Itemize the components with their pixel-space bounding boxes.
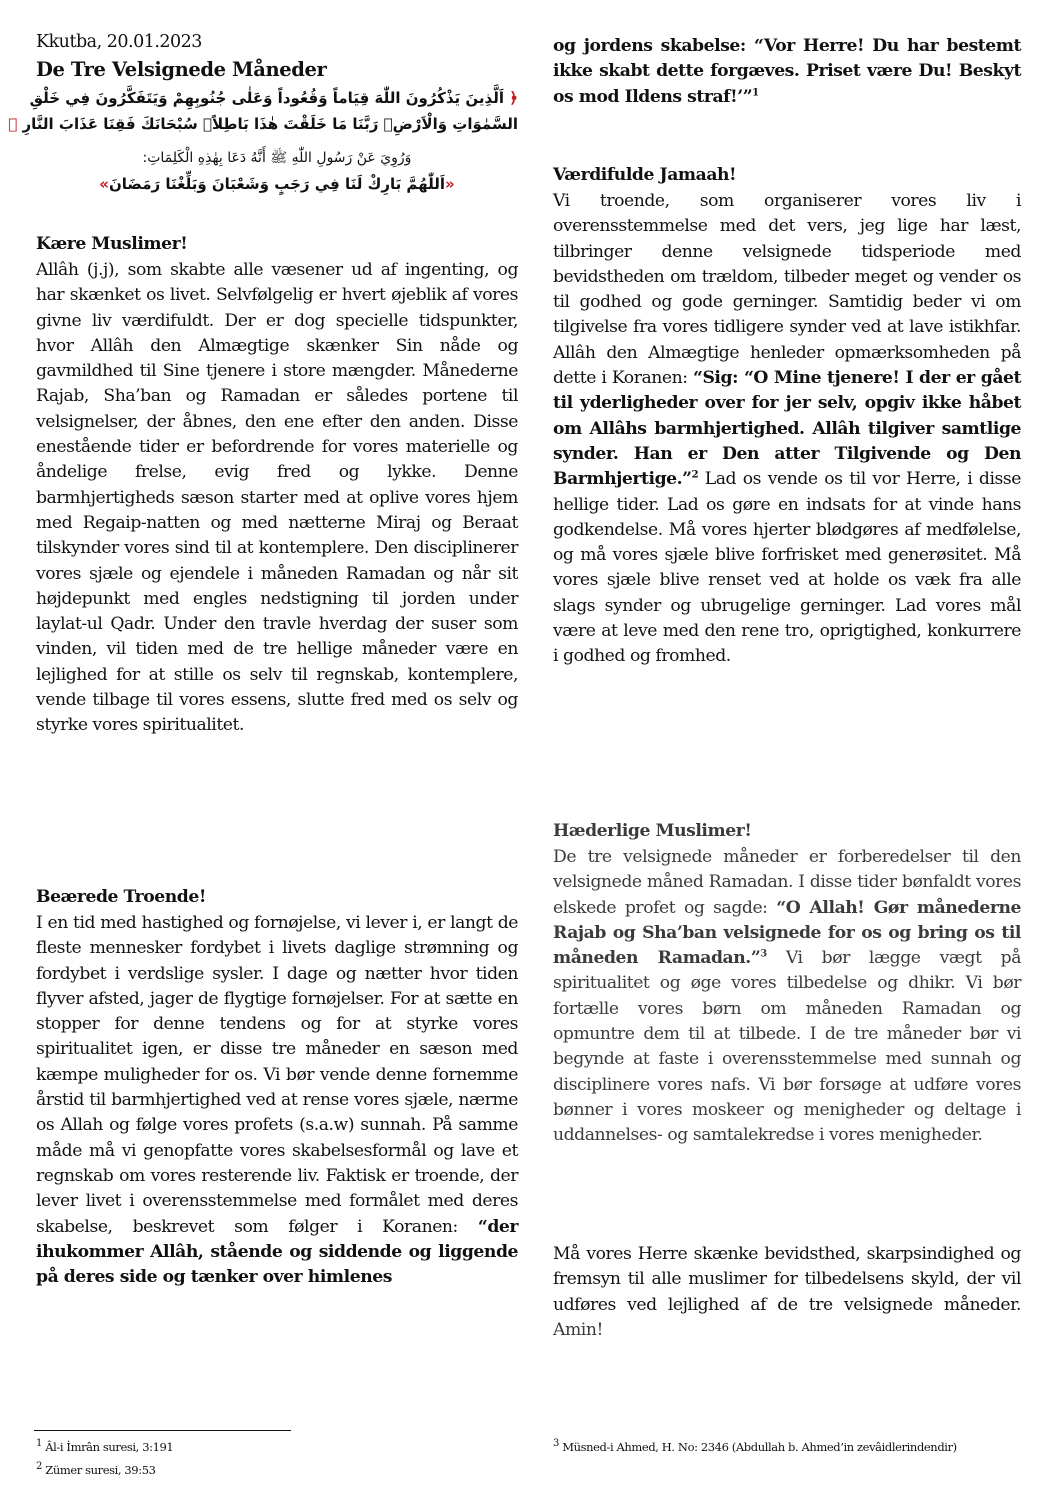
- dua-close-quote: »: [99, 175, 109, 193]
- dua-open-quote: «: [445, 175, 455, 193]
- footnote-number: 1: [36, 1438, 42, 1450]
- footnote-text: Müsned-i Ahmed, H. No: 2346 (Abdullah b. Ahmed’in zevâidlerindendir): [558, 1440, 957, 1454]
- footnote-2: [36, 1463, 156, 1477]
- arabic-verse-text-1: اَلَّذِينَ يَذْكُرُونَ اللّٰهَ قِيَاماً وَقُعُوداً وَعَلٰى جُنُوبِهِمْ وَيَتَفَكَّرُونَ فِي خَلْقِ: [29, 89, 504, 107]
- section-heading-kaere-muslimer: Kære Muslimer!: [36, 234, 188, 254]
- section-body-text-after: Lad os vende os til vor Herre, i disse hellige tider. Lad os gøre en indsats for at vinde hans godkendelse. Må vores hjerter blødgøres af medfølelse, og må vores sjæle blive forfrisket med generøsitet. Må vores sjæle blive renset ved at holde os væk fra alle slags synder og ubrugelige gerninger. Lad vores mål være at leve med den rene tro, oprigtighed, konkurrere i godhed og fromhed.: [553, 469, 1021, 667]
- section-body-kaere-muslimer: Allâh (j.j), som skabte alle væsener ud af ingenting, og har skænket os livet. Selvfølgelig er hvert øjeblik af vores givne liv værdifuldt. Der er dog specielle tidspunkter, hvor Allâh den Almægtige skænker Sin nåde og gavmildhed til Sine tjenere i store mængder. Månederne Rajab, Sha’ban og Ramadan er således portene til velsignelser, der åbnes, den ene efter den anden. Disse enestående tider er befordrende for vores materielle og åndelige frelse, evig fred og lykke. Denne barmhjertigheds sæson starter med at oplive vores hjem med Regaip-natten og med nætterne Miraj og Beraat tilskynder vores sind til at kontemplere. Den disciplinerer vores sjæle og ejendele i måneden Ramadan og når sit højdepunkt med engles nedstigning til jorden under laylat-ul Qadr. Under den travle hverdag der suser som vinden, vil tiden med de tre hellige måneder være en lejlighed for at stille os selv til regnskab, kontemplere, vende tilbage til vores essens, slutte fred med os selv og styrke vores spiritualitet.: [36, 260, 518, 736]
- section-body-text-after: Vi bør lægge vægt på spiritualitet og øge vores tilbedelse og dhikr. Vi bør fortælle vores børn om måneden Ramadan og opmuntre dem til at tilbede. I de tre måneder bør vi begynde at faste i overensstemmelse med sunnah og disciplinere vores nafs. Vi bør forsøge at udføre vores bønner i vores moskeer og menigheder og deltage i uddannelses- og samtalekredse i vores menigheder.: [553, 948, 1021, 1146]
- footnote-3: [553, 1440, 957, 1454]
- quote-continuation-text: og jordens skabelse: “Vor Herre! Du har bestemt ikke skabt dette forgæves. Priset være Du! Beskyt os mod Ildens straf!’”: [553, 36, 1021, 107]
- section-body-haederlige-muslimer: [553, 845, 1021, 1149]
- closing-text: Må vores Herre skænke bevidsthed, skarpsindighed og fremsyn til alle muslimer for tilbedelsens skyld, der vil udføres ved lejlighed af de tre velsignede måneder.: [553, 1244, 1021, 1315]
- quran-quote: “Sig: “O Mine tjenere! I der er gået til yderligheder over for jer selv, opgiv ikke håbet om Allâhs barmhjertighed. Allâh tilgiver samtlige synder. Han er Den atter Tilgivende og Den Barmhjertige.”: [553, 368, 1021, 490]
- hadith-quote: “O Allah! Gør månederne Rajab og Sha’ban velsignede for os og bring os til måneden Ramadan.”: [553, 897, 1021, 969]
- section-heading-haederlige-muslimer: Hæderlige Muslimer!: [553, 821, 752, 841]
- section-heading-baerede-troende: Beærede Troende!: [36, 887, 206, 907]
- footnote-ref-1[interactable]: 1: [752, 86, 759, 98]
- section-heading-vaerdifulde-jamaah: Værdifulde Jamaah!: [553, 165, 737, 185]
- footnote-text: Âl-i İmrân suresi, 3:191: [41, 1440, 174, 1454]
- verse-open-bracket: ﴿: [509, 89, 518, 107]
- arabic-narration-line: وَرُوِيَ عَنْ رَسُولِ اللّٰهِ ﷺ أَنَّهُ دَعَا بِهٰذِهِ الْكَلِمَاتِ:: [142, 150, 412, 166]
- footnote-text: Zümer suresi, 39:53: [41, 1463, 156, 1477]
- section-body-vaerdifulde-jamaah: [553, 189, 1021, 670]
- arabic-verse-line-1: [29, 86, 518, 110]
- footnote-ref-2[interactable]: 2: [691, 469, 699, 481]
- footnote-number: 2: [36, 1461, 42, 1473]
- date-line: Kkutba, 20.01.2023: [36, 32, 202, 52]
- section-body-text: I en tid med hastighed og fornøjelse, vi lever i, er langt de fleste mennesker fordybet i livets daglige strømning og fordybet i verdslige sysler. I dage og nætter hvor tiden flyver afsted, jager de flygtige fornøjelser. For at sætte en stopper for denne tendens og for at styrke vores spiritualitet igen, er disse tre måneder en sæson med kæmpe muligheder for os. Vi bør vende denne fornemme årstid til barmhjertighed ved at rense vores sjæle, nærme os Allah og følge vores profets (s.a.w) sunnah. På samme måde må vi genopfatte vores skabelsesformål og lave et regnskab om vores resterende liv. Faktisk er troende, der lever livet i overensstemmelse med formålet med deres skabelse, beskrevet som følger i Koranen:: [36, 913, 518, 1237]
- section-body-text: Vi troende, som organiserer vores liv i overensstemmelse med det vers, jeg lige har læst, tilbringer denne velsignede tidsperiode med bevidstheden om trældom, tilbeder meget og vender os til godhed og gode gerninger. Samtidig beder vi om tilgivelse fra vores tidligere synder ved at lave istikhfar. Allâh den Almægtige henleder opmærksomheden på dette i Koranen:: [553, 191, 1021, 389]
- footnote-divider: [34, 1430, 291, 1431]
- verse-close-bracket: ﴾: [8, 115, 18, 133]
- footnote-ref-3[interactable]: 3: [760, 948, 767, 960]
- arabic-dua-text: اَللّٰهُمَّ بَارِكْ لَنَا فِي رَجَبٍ وَشَعْبَانَ وَبَلِّغْنَا رَمَضَانَ: [108, 175, 445, 193]
- arabic-verse-line-2: [8, 112, 518, 136]
- closing-paragraph: [553, 1242, 1021, 1343]
- section-body-baerede-troende: [36, 911, 518, 1290]
- arabic-verse-text-2: السَّمٰوَاتِ وَالْاَرْضِۚ رَبَّنَا مَا خَلَقْتَ هٰذَا بَاطِلاًۚ سُبْحَانَكَ فَقِنَا عَذَابَ النَّارِ: [22, 115, 518, 133]
- arabic-dua-line: [36, 172, 518, 196]
- footnote-1: [36, 1440, 173, 1454]
- quran-quote-continuation: [553, 34, 1021, 110]
- section-body-text: De tre velsignede måneder er forberedelser til den velsignede måned Ramadan. I disse tider bønfaldt vores elskede profet og sagde:: [553, 847, 1021, 918]
- page-title: De Tre Velsignede Måneder: [36, 58, 327, 81]
- quran-quote-start: “der ihukommer Allâh, stående og siddende og liggende på deres side og tænker over himlenes: [36, 1216, 518, 1288]
- amen-text: Amin!: [553, 1319, 603, 1340]
- footnote-number: 3: [553, 1438, 559, 1450]
